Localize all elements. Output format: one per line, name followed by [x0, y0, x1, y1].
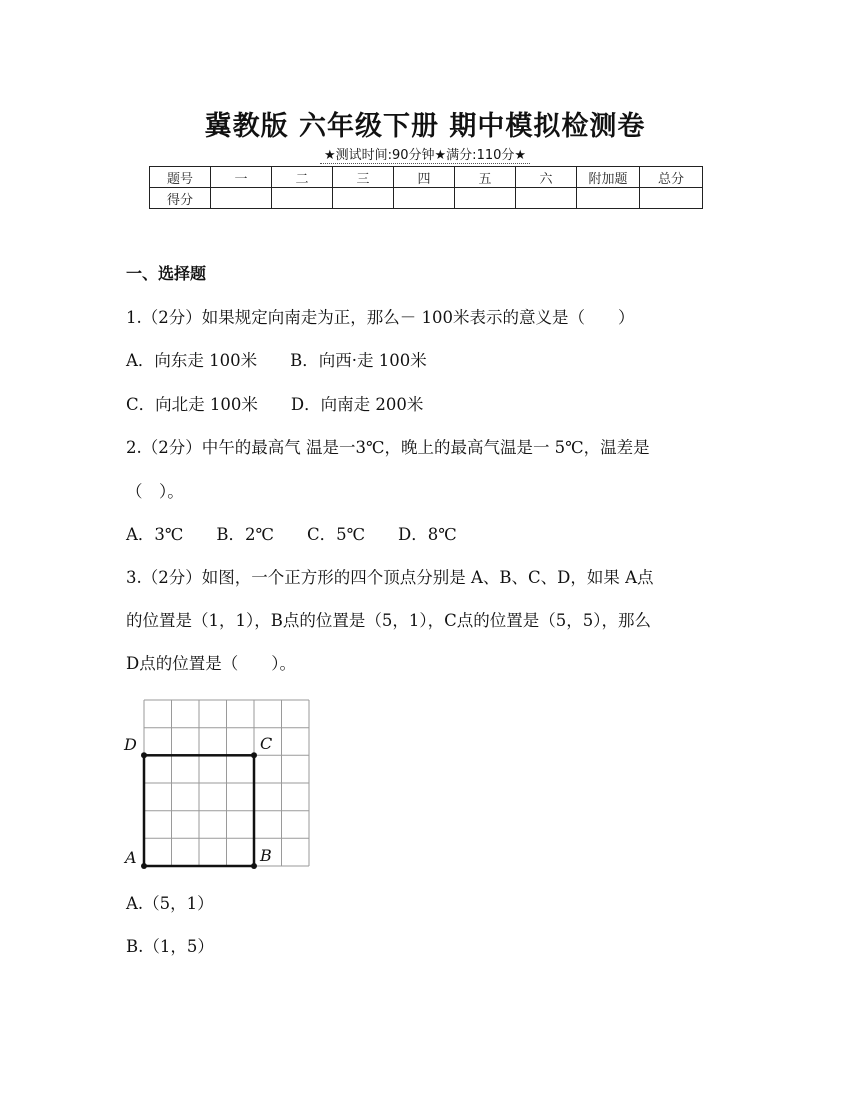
grid-svg	[120, 688, 320, 872]
score-cell-6: 六	[516, 167, 577, 188]
score-input-5[interactable]	[455, 188, 516, 209]
question-3-stem-line2: 的位置是（1，1），B点的位置是（5，1），C点的位置是（5，5），那么	[126, 611, 651, 630]
question-2-options: A．3℃ B．2℃ C．5℃ D．8℃	[126, 525, 457, 544]
score-cell-label: 题号	[150, 167, 211, 188]
test-info-text: ★测试时间:90分钟★满分:110分★	[320, 148, 530, 164]
point-d-dot	[141, 752, 147, 758]
point-b-label: B	[260, 846, 272, 865]
grid-lines	[144, 700, 309, 866]
score-table-header-row	[150, 167, 703, 188]
question-2-stem-line1: 2.（2分）中午的最高气 温是一3℃，晚上的最高气温是一 5℃，温差是	[126, 438, 650, 457]
score-cell-1: 一	[211, 167, 272, 188]
score-input-4[interactable]	[394, 188, 455, 209]
question-1-options-cd: C．向北走 100米 D．向南走 200米	[126, 395, 424, 414]
question-1-stem: 1.（2分）如果规定向南走为正，那么－ 100米表示的意义是（ ）	[126, 308, 635, 327]
point-d-label: D	[124, 735, 137, 754]
document-title: 冀教版 六年级下册 期中模拟检测卷	[204, 111, 646, 142]
score-input-total[interactable]	[640, 188, 703, 209]
score-input-2[interactable]	[272, 188, 333, 209]
score-cell-total: 总分	[640, 167, 703, 188]
question-2-stem-line2: （ ）。	[126, 482, 184, 501]
test-info	[0, 144, 850, 163]
score-cell-bonus: 附加题	[577, 167, 640, 188]
square-grid-figure	[120, 688, 320, 872]
question-3-option-b: B.（1，5）	[126, 937, 214, 956]
score-table-score-row	[150, 188, 703, 209]
score-input-bonus[interactable]	[577, 188, 640, 209]
score-cell-4: 四	[394, 167, 455, 188]
point-a-dot	[141, 863, 147, 869]
section-heading: 一、选择题	[126, 264, 207, 283]
question-1-options-ab: A．向东走 100米 B．向西·走 100米	[126, 351, 427, 370]
point-b-dot	[251, 863, 257, 869]
score-table	[149, 166, 703, 209]
score-cell-3: 三	[333, 167, 394, 188]
score-input-3[interactable]	[333, 188, 394, 209]
question-3-stem-line1: 3.（2分）如图，一个正方形的四个顶点分别是 A、B、C、D，如果 A点	[126, 568, 654, 587]
score-input-6[interactable]	[516, 188, 577, 209]
score-cell-5: 五	[455, 167, 516, 188]
point-c-label: C	[260, 734, 273, 753]
question-3-option-a: A.（5，1）	[126, 894, 214, 913]
score-cell-2: 二	[272, 167, 333, 188]
point-a-label: A	[125, 848, 137, 867]
score-input-1[interactable]	[211, 188, 272, 209]
question-3-stem-line3: D点的位置是（ ）。	[126, 654, 296, 673]
score-row-label: 得分	[150, 188, 211, 209]
point-c-dot	[251, 752, 257, 758]
